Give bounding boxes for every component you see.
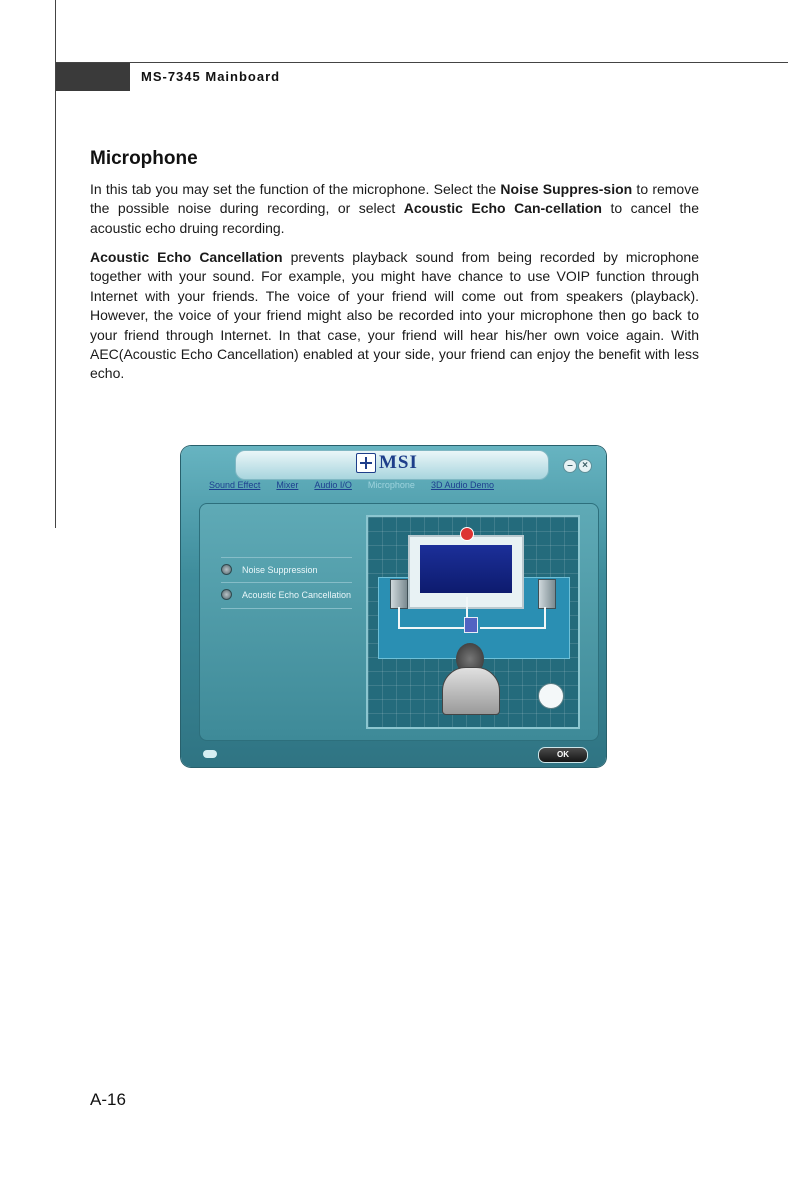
tab-mixer[interactable]: Mixer	[276, 480, 299, 490]
echo-illustration	[366, 515, 580, 729]
close-button[interactable]: ×	[578, 459, 592, 473]
monitor-screen	[420, 545, 512, 593]
radio-icon[interactable]	[221, 564, 232, 575]
tab-sound-effect[interactable]: Sound Effect	[209, 480, 261, 490]
section-title: Microphone	[90, 148, 198, 169]
fan-icon[interactable]	[538, 683, 564, 709]
webcam-icon	[460, 527, 474, 541]
divider	[221, 557, 352, 558]
divider	[221, 582, 352, 583]
msi-logo: MSI	[356, 453, 418, 473]
sound-path-arrow	[544, 607, 546, 629]
noise-suppression-term: Noise Suppres-sion	[500, 181, 633, 197]
info-icon[interactable]	[203, 750, 217, 758]
radio-icon[interactable]	[221, 589, 232, 600]
page-number: A-16	[90, 1090, 126, 1109]
microphone-icon	[464, 617, 478, 633]
ok-button[interactable]: OK	[538, 747, 588, 763]
acoustic-echo-cancellation-option[interactable]: Acoustic Echo Cancellation	[221, 589, 351, 600]
microphone-panel	[199, 503, 599, 741]
header-rule	[55, 62, 788, 63]
running-header: MS-7345 Mainboard	[141, 69, 281, 84]
audio-manager-window	[181, 446, 606, 767]
mic-cable	[466, 597, 468, 619]
msi-emblem-icon	[356, 453, 376, 473]
tab-microphone[interactable]: Microphone	[367, 480, 415, 490]
aec-paragraph: Acoustic Echo Cancellation prevents playback sound from being recorded by microphone together with your sound. For example, you might have chance to use VOIP function through Internet with your friends. The voice of your friend will come out from speakers (playback). However, the voice of your friend might also be recorded into your microphone then go back to your friend through Internet. In that case, your friend will hear his/her own voice again. With AEC(Acoustic Echo Cancellation) enabled at your side, your friend can enjoy the benefit with less echo.	[90, 249, 700, 382]
sound-path-arrow	[480, 627, 546, 629]
sound-path-arrow	[398, 607, 400, 629]
right-speaker-icon	[538, 579, 556, 609]
divider	[221, 608, 352, 609]
user-body-icon	[442, 667, 500, 715]
tab-bar	[209, 480, 494, 490]
header-block	[56, 63, 130, 91]
minimize-button[interactable]: –	[563, 459, 577, 473]
aec-term: Acoustic Echo Cancellation	[90, 249, 283, 265]
acoustic-echo-term: Acoustic Echo Can-cellation	[403, 200, 602, 217]
intro-paragraph: In this tab you may set the function of the microphone. Select the Noise Suppres-sion to remove the possible noise during recording, or select Acoustic Echo Can-cellation to cancel the acoustic echo druing recording.	[90, 181, 700, 236]
tab-audio-io[interactable]: Audio I/O	[314, 480, 352, 490]
tab-3d-audio-demo[interactable]: 3D Audio Demo	[430, 480, 494, 490]
left-speaker-icon	[390, 579, 408, 609]
sound-path-arrow	[398, 627, 464, 629]
noise-suppression-option[interactable]: Noise Suppression	[221, 564, 318, 575]
